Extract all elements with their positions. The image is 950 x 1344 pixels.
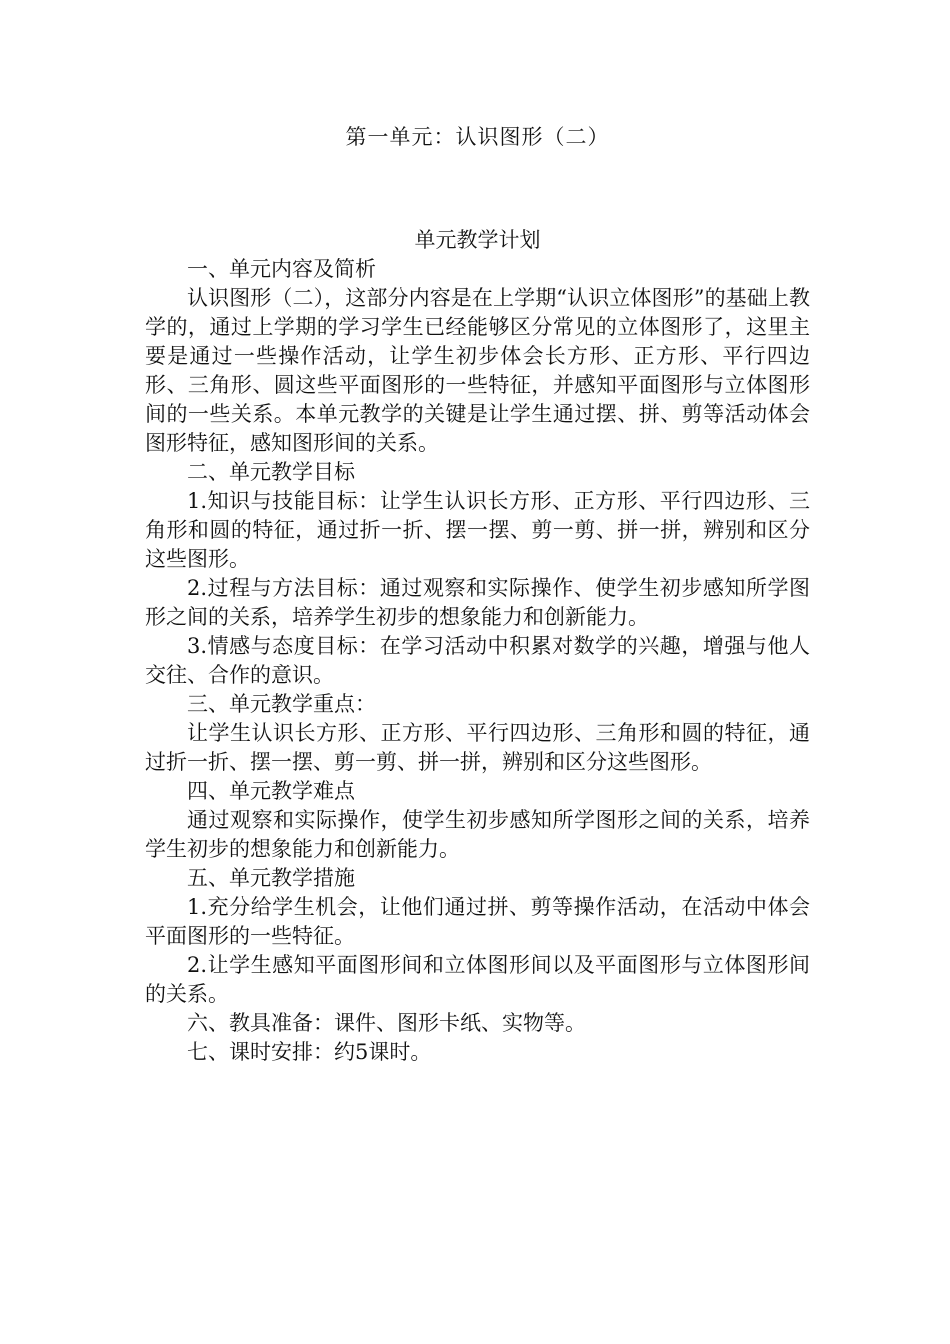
paragraph-goal-process: 2.过程与方法目标：通过观察和实际操作、使学生初步感知所学图形之间的关系，培养学生初步的想象能力和创新能力。: [145, 576, 810, 629]
paragraph-difficulties: 通过观察和实际操作，使学生初步感知所学图形之间的关系，培养学生初步的想象能力和创新能力。: [145, 808, 810, 861]
paragraph-content-analysis: 认识图形（二），这部分内容是在上学期“认识立体图形”的基础上教学的，通过上学期的学习学生已经能够区分常见的立体图形了，这里主要是通过一些操作活动，让学生初步体会长方形、正方形、平行四边形、三角形、圆这些平面图形的一些特征，并感知平面图形与立体图形间的一些关系。本单元教学的关键是让学生通过摆、拼、剪等活动体会图形特征，感知图形间的关系。: [145, 286, 810, 455]
section-heading-difficulties: 四、单元教学难点: [187, 779, 355, 803]
section-heading-goals: 二、单元教学目标: [187, 460, 355, 484]
section-schedule: 七、课时安排：约5课时。: [187, 1040, 432, 1064]
plan-subtitle: 单元教学计划: [414, 228, 541, 252]
section-teaching-aids: 六、教具准备：课件、图形卡纸、实物等。: [187, 1011, 586, 1035]
paragraph-goal-knowledge: 1.知识与技能目标：让学生认识长方形、正方形、平行四边形、三角形和圆的特征，通过折一折、摆一摆、剪一剪、拼一拼，辨别和区分这些图形。: [145, 489, 810, 571]
paragraph-measure-2: 2.让学生感知平面图形间和立体图形间以及平面图形与立体图形间的关系。: [145, 953, 810, 1006]
document-page: [145, 0, 810, 1344]
paragraph-key-points: 让学生认识长方形、正方形、平行四边形、三角形和圆的特征，通过折一折、摆一摆、剪一剪、拼一拼，辨别和区分这些图形。: [145, 721, 810, 774]
section-heading-content: 一、单元内容及简析: [187, 257, 376, 281]
section-heading-measures: 五、单元教学措施: [187, 866, 355, 890]
document-body: [145, 226, 810, 1067]
paragraph-goal-attitude: 3.情感与态度目标：在学习活动中积累对数学的兴趣，增强与他人交往、合作的意识。: [145, 634, 810, 687]
section-heading-key-points: 三、单元教学重点：: [187, 692, 376, 716]
paragraph-measure-1: 1.充分给学生机会，让他们通过拼、剪等操作活动，在活动中体会平面图形的一些特征。: [145, 895, 810, 948]
document-title: 第一单元：认识图形（二）: [345, 125, 610, 149]
